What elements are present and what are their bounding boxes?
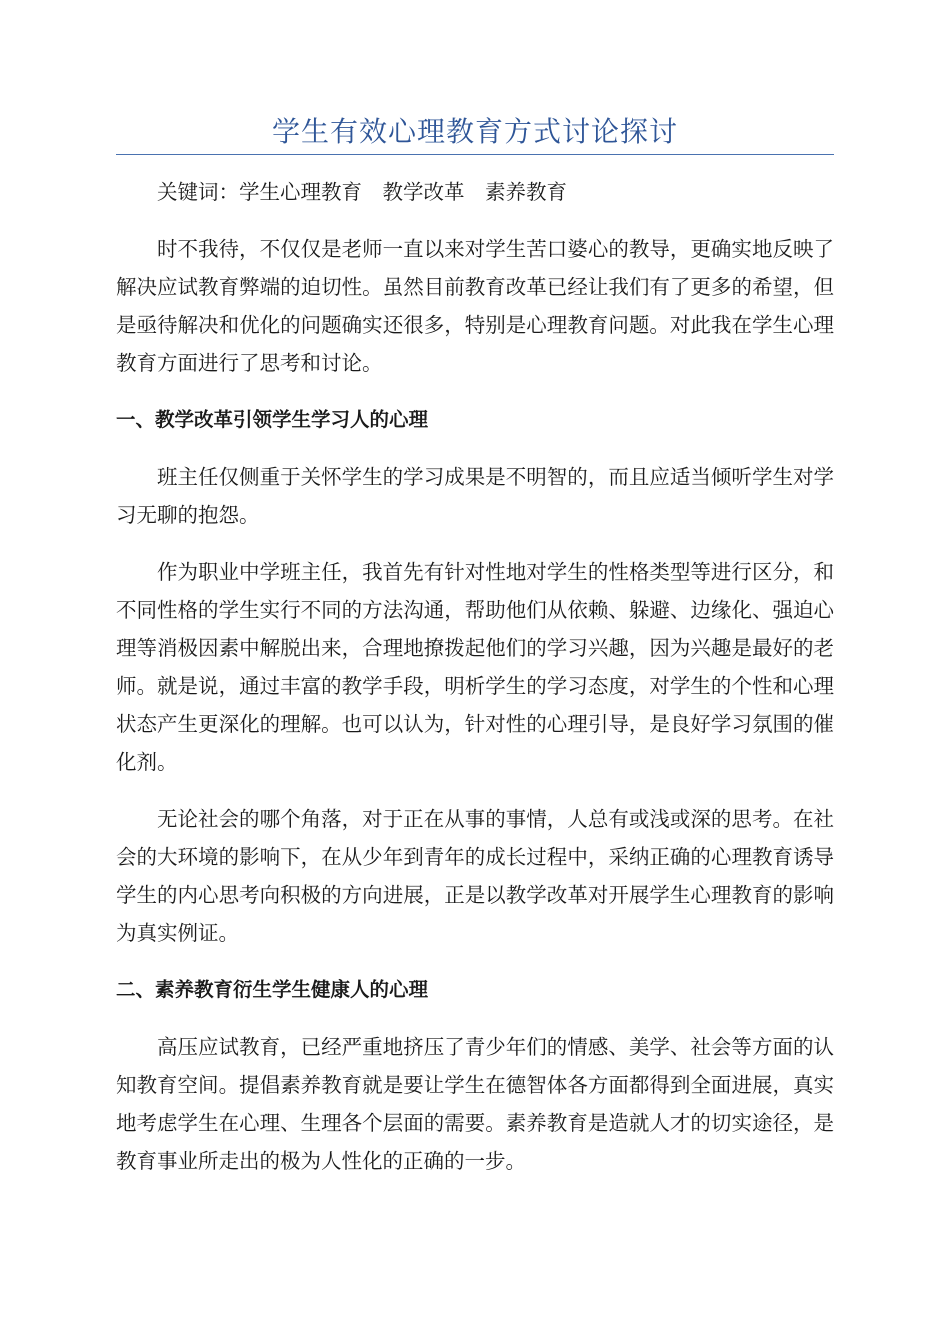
document-title: 学生有效心理教育方式讨论探讨 <box>271 115 678 148</box>
section-heading: 二、素养教育衍生学生健康人的心理 <box>116 978 429 1001</box>
intro-paragraph: 时不我待，不仅仅是老师一直以来对学生苦口婆心的教导，更确实地反映了解决应试教育弊端的迫切性。虽然目前教育改革已经让我们有了更多的希望，但是亟待解决和优化的问题确实还很多，特别是心理教育问题。对此我在学生心理教育方面进行了思考和讨论。 <box>116 237 834 375</box>
title-divider <box>116 154 834 155</box>
keyword: 素养教育 <box>485 180 567 204</box>
keywords-line <box>116 173 834 211</box>
keyword: 教学改革 <box>382 180 465 204</box>
paragraph: 高压应试教育，已经严重地挤压了青少年们的情感、美学、社会等方面的认知教育空间。提倡素养教育就是要让学生在德智体各方面都得到全面进展，真实地考虑学生在心理、生理各个层面的需要。素养教育是造就人才的切实途径，是教育事业所走出的极为人性化的正确的一步。 <box>116 1035 834 1173</box>
paragraph: 无论社会的哪个角落，对于正在从事的事情，人总有或浅或深的思考。在社会的大环境的影响下，在从少年到青年的成长过程中，采纳正确的心理教育诱导学生的内心思考向积极的方向进展，正是以教学改革对开展学生心理教育的影响为真实例证。 <box>116 807 834 945</box>
keywords-label: 关键词： <box>157 180 239 204</box>
keyword: 学生心理教育 <box>239 180 362 204</box>
paragraph: 班主任仅侧重于关怀学生的学习成果是不明智的，而且应适当倾听学生对学习无聊的抱怨。 <box>116 465 834 527</box>
paragraph: 作为职业中学班主任，我首先有针对性地对学生的性格类型等进行区分，和不同性格的学生实行不同的方法沟通，帮助他们从依赖、躲避、边缘化、强迫心理等消极因素中解脱出来，合理地撩拨起他们的学习兴趣，因为兴趣是最好的老师。就是说，通过丰富的教学手段，明析学生的学习态度，对学生的个性和心理状态产生更深化的理解。也可以认为，针对性的心理引导，是良好学习氛围的催化剂。 <box>116 560 834 774</box>
section-heading: 一、教学改革引领学生学习人的心理 <box>116 408 429 431</box>
document-body <box>116 173 834 1199</box>
